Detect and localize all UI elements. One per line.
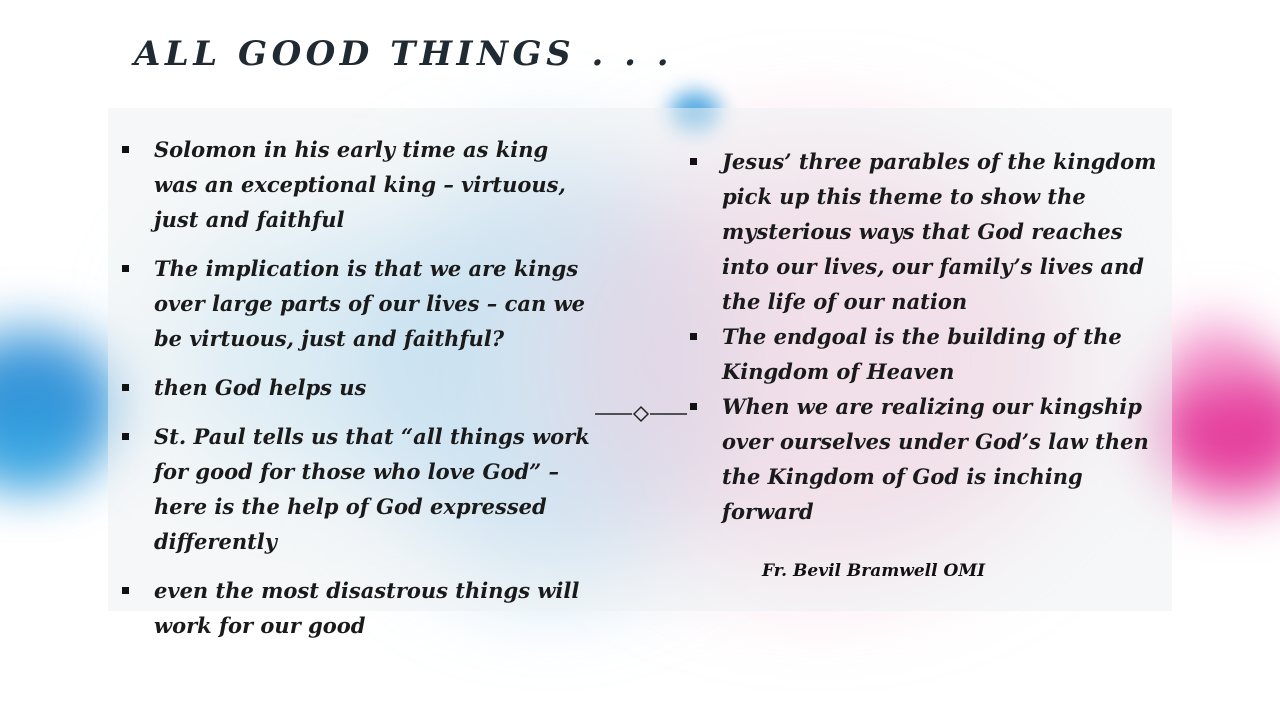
bullet-text: St. Paul tells us that “all things work for good for those who love God” – here is the help of God expressed differently [154, 424, 590, 554]
bullet-item [120, 251, 590, 356]
left-bullet-list [120, 132, 590, 657]
square-bullet-icon [690, 333, 697, 340]
square-bullet-icon [690, 403, 697, 410]
square-bullet-icon [122, 146, 129, 153]
square-bullet-icon [122, 384, 129, 391]
bullet-text: Solomon in his early time as king was an exceptional king – virtuous, just and faithful [154, 137, 566, 232]
bullet-text: then God helps us [154, 375, 367, 400]
bullet-item [688, 389, 1158, 529]
bullet-item [120, 370, 590, 405]
slide-title: ALL GOOD THINGS . . . [134, 34, 674, 74]
bullet-item [120, 132, 590, 237]
bullet-text: The implication is that we are kings over large parts of our lives – can we be virtuous, just and faithful? [154, 256, 586, 351]
bullet-text: When we are realizing our kingship over ourselves under God’s law then the Kingdom of God is inching forward [722, 394, 1149, 524]
square-bullet-icon [122, 587, 129, 594]
bullet-text: The endgoal is the building of the Kingdom of Heaven [722, 324, 1122, 384]
bullet-item [688, 319, 1158, 389]
bullet-text: Jesus’ three parables of the kingdom pick up this theme to show the mysterious ways that God reaches into our lives, our family’s lives and the life of our nation [722, 149, 1157, 314]
square-bullet-icon [690, 158, 697, 165]
square-bullet-icon [122, 265, 129, 272]
bullet-text: even the most disastrous things will work for our good [154, 578, 580, 638]
bullet-item [120, 573, 590, 643]
right-bullet-list [688, 144, 1158, 529]
square-bullet-icon [122, 433, 129, 440]
bullet-item [120, 419, 590, 559]
author-credit: Fr. Bevil Bramwell OMI [762, 561, 986, 581]
ink-splash-right-small [1170, 320, 1260, 400]
bullet-item [688, 144, 1158, 319]
diamond-divider-icon [595, 405, 687, 423]
